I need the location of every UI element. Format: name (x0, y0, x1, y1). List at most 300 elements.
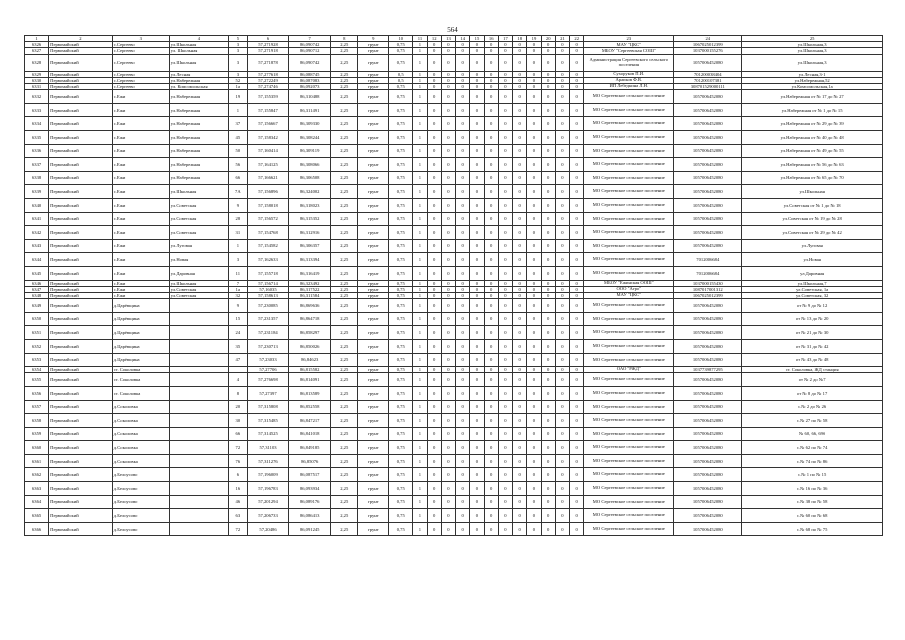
table-cell: 7А (229, 185, 248, 199)
table-cell: 1057006452080 (674, 158, 742, 172)
table-cell: 0,75 (389, 280, 413, 286)
table-cell: 24 (229, 326, 248, 340)
table-cell: 0 (513, 48, 527, 54)
table-cell: 0 (555, 286, 569, 292)
table-cell: 1 (413, 48, 427, 54)
table-cell: 1 (413, 482, 427, 496)
table-cell: 0 (513, 326, 527, 340)
table-cell: 0 (513, 286, 527, 292)
table-cell: 6355 (25, 373, 49, 387)
table-cell: грунт (358, 509, 389, 523)
table-cell: с.Ежи (112, 266, 169, 280)
table-cell: 6344 (25, 253, 49, 267)
table-cell (169, 495, 228, 509)
table-cell: 1 (413, 353, 427, 367)
table-cell: Первомайский (49, 353, 113, 367)
table-cell: 0 (484, 77, 498, 83)
table-cell: 0 (498, 48, 512, 54)
table-cell: 0 (541, 292, 555, 298)
table-cell: от № 31 до № 42 (742, 339, 883, 353)
table-cell: ст. Соколовка (112, 367, 169, 373)
table-cell: грунт (358, 185, 389, 199)
table-cell: 1057006452080 (674, 441, 742, 455)
table-cell: 86,324002 (289, 185, 331, 199)
table-cell: 1057006452080 (674, 468, 742, 482)
table-cell: 1037739877295 (674, 367, 742, 373)
table-cell: 0 (456, 441, 470, 455)
table-cell: 0 (484, 42, 498, 48)
table-cell (169, 400, 228, 414)
table-cell: 0 (484, 373, 498, 387)
table-cell: 86,85076 (289, 454, 331, 468)
table-cell: грунт (358, 522, 389, 536)
table-cell: 35 (229, 339, 248, 353)
table-cell: 0 (441, 441, 455, 455)
table-cell: 1 (413, 212, 427, 226)
table-cell: 0 (498, 185, 512, 199)
table-cell: 1 (413, 171, 427, 185)
table-cell: 0 (484, 326, 498, 340)
table-cell: 2,25 (331, 280, 358, 286)
table-cell: грунт (358, 171, 389, 185)
table-cell: 0 (570, 400, 584, 414)
table-cell: 86,091245 (289, 522, 331, 536)
table-cell: 1057006452080 (674, 509, 742, 523)
table-cell: 0 (498, 286, 512, 292)
table-cell: 6351 (25, 326, 49, 340)
table-cell: МО Сергеевское сельское поселение (584, 226, 674, 240)
column-header: 15 (470, 36, 484, 42)
table-cell: 0 (470, 54, 484, 71)
table-cell: д.Белоусово (112, 468, 169, 482)
table-cell: 2,25 (331, 226, 358, 240)
table-cell: 0 (484, 495, 498, 509)
table-row (25, 266, 883, 280)
table-cell: МО Сергеевское сельское поселение (584, 454, 674, 468)
table-cell: ул.Советская (169, 226, 228, 240)
table-cell: 0 (427, 509, 441, 523)
table-cell: 0 (498, 198, 512, 212)
table-cell: 0 (498, 373, 512, 387)
table-cell: 86,317522 (289, 286, 331, 292)
table-cell: 28 (229, 212, 248, 226)
table-cell: 2,25 (331, 84, 358, 90)
table-cell: 0 (570, 185, 584, 199)
table-cell: Первомайский (49, 509, 113, 523)
table-cell: 86,309119 (289, 144, 331, 158)
table-cell: 0 (527, 454, 541, 468)
table-cell: 0 (470, 468, 484, 482)
table-cell: 0 (470, 158, 484, 172)
table-cell: 0 (441, 42, 455, 48)
table-cell: с.Ежи (112, 117, 169, 131)
table-cell: ул.Школьная,7 (742, 280, 883, 286)
table-cell: 57,272249 (247, 77, 289, 83)
table-cell: 57,154768 (247, 226, 289, 240)
table-cell: 57,158613 (247, 292, 289, 298)
table-cell: 1 (413, 117, 427, 131)
table-cell: Первомайский (49, 266, 113, 280)
table-cell: 0 (570, 158, 584, 172)
table-cell: грунт (358, 386, 389, 400)
table-cell: 2,25 (331, 414, 358, 428)
table-cell: 0 (441, 414, 455, 428)
table-cell: 0 (441, 339, 455, 353)
table-cell: 6338 (25, 171, 49, 185)
table-cell: 0 (441, 373, 455, 387)
table-cell: 0 (570, 198, 584, 212)
table-cell: 0 (427, 280, 441, 286)
table-cell: грунт (358, 427, 389, 441)
table-cell: 0 (555, 373, 569, 387)
table-cell: д.Царёвщина (112, 326, 169, 340)
table-cell: 0 (527, 103, 541, 117)
table-row (25, 509, 883, 523)
table-cell: 0 (484, 482, 498, 496)
table-cell: МО Сергеевское сельское поселение (584, 103, 674, 117)
table-row (25, 299, 883, 313)
table-cell: 0,75 (389, 54, 413, 71)
table-cell: 0 (441, 239, 455, 253)
table-cell: 0 (484, 400, 498, 414)
table-cell (169, 441, 228, 455)
table-cell: 0 (541, 280, 555, 286)
table-cell: 0 (470, 522, 484, 536)
table-cell: 0,75 (389, 239, 413, 253)
table-cell: 57,158342 (247, 131, 289, 145)
table-cell: 0 (527, 373, 541, 387)
table-cell: 0 (498, 226, 512, 240)
table-cell: 0 (498, 171, 512, 185)
table-cell: 2,25 (331, 312, 358, 326)
table-cell: грунт (358, 117, 389, 131)
table-cell: 57,231184 (247, 326, 289, 340)
table-cell: ул.Набережная (169, 77, 228, 83)
table-cell: 57,274746 (247, 84, 289, 90)
table-cell (169, 339, 228, 353)
table-cell: 0 (456, 226, 470, 240)
table-cell: 0 (456, 103, 470, 117)
table-cell: 0 (555, 326, 569, 340)
table-cell: 0 (570, 312, 584, 326)
table-cell: 86,086413 (289, 509, 331, 523)
table-cell: 0 (441, 54, 455, 71)
table-cell: 0 (527, 326, 541, 340)
table-cell: ИП Лебедкина Л.Н. (584, 84, 674, 90)
table-cell: 2,25 (331, 353, 358, 367)
table-cell: № 60, 66, 69б (742, 427, 883, 441)
column-header: 6 (247, 36, 289, 42)
column-header: 17 (498, 36, 512, 42)
table-row (25, 253, 883, 267)
table-cell: 0 (470, 48, 484, 54)
table-cell: 0 (498, 144, 512, 158)
table-cell: Первомайский (49, 427, 113, 441)
table-cell: 0 (484, 84, 498, 90)
table-cell: 0 (541, 71, 555, 77)
table-row (25, 339, 883, 353)
table-cell: 2,25 (331, 400, 358, 414)
table-cell: 1057006452080 (674, 482, 742, 496)
table-cell: 0 (527, 71, 541, 77)
table-cell: 0 (570, 253, 584, 267)
column-header: 11 (413, 36, 427, 42)
table-cell: 1 (413, 286, 427, 292)
table-cell: 1067025012399 (674, 292, 742, 298)
table-cell: 0 (513, 312, 527, 326)
table-cell: 0,75 (389, 400, 413, 414)
table-cell: Первомайский (49, 171, 113, 185)
table-cell: 57,277618 (247, 71, 289, 77)
table-cell: 15 (229, 312, 248, 326)
table-cell: 0 (441, 326, 455, 340)
table-cell: 0 (484, 353, 498, 367)
table-cell: 66 (229, 171, 248, 185)
table-cell: 1057006452080 (674, 103, 742, 117)
table-cell: 1 (413, 312, 427, 326)
table-row (25, 495, 883, 509)
table-cell: 1057006452080 (674, 386, 742, 400)
table-cell: от № 9 до № 12 (742, 299, 883, 313)
table-cell: 701200107381 (674, 77, 742, 83)
table-row (25, 185, 883, 199)
table-cell: 0 (470, 71, 484, 77)
table-cell: 0 (456, 299, 470, 313)
table-cell: 0 (527, 280, 541, 286)
table-cell: 0 (541, 400, 555, 414)
table-cell: ул.Школьная (169, 185, 228, 199)
table-cell: МО Сергеевское сельское поселение (584, 386, 674, 400)
table-cell: 0 (498, 326, 512, 340)
table-cell: 0 (470, 226, 484, 240)
table-cell: 0 (484, 266, 498, 280)
table-cell: 0 (513, 509, 527, 523)
table-cell: МО Сергеевское сельское поселение (584, 239, 674, 253)
table-cell: 0 (570, 117, 584, 131)
table-cell: Первомайский (49, 54, 113, 71)
table-cell: 0 (498, 339, 512, 353)
table-cell: 6343 (25, 239, 49, 253)
table-cell: д.Соколовка (112, 400, 169, 414)
table-cell: 0 (570, 454, 584, 468)
table-cell: 0 (570, 353, 584, 367)
table-cell: д.Белоусово (112, 495, 169, 509)
table-cell: 0 (527, 367, 541, 373)
table-cell: 0 (484, 103, 498, 117)
table-cell: грунт (358, 367, 389, 373)
table-cell: 0 (427, 414, 441, 428)
table-cell: 86,087083 (289, 77, 331, 83)
table-cell: 0 (570, 427, 584, 441)
table-cell: 86,850026 (289, 339, 331, 353)
table-cell: ул.Набережная от № 29 до № 39 (742, 117, 883, 131)
table-cell: 0 (441, 144, 455, 158)
table-cell: 0 (498, 400, 512, 414)
table-cell: 0 (527, 266, 541, 280)
table-cell: 1 (413, 495, 427, 509)
table-cell: ул.Советская от № 1 до № 18 (742, 198, 883, 212)
column-header: 22 (570, 36, 584, 42)
table-cell: с.Ежи (112, 198, 169, 212)
table-cell: 0 (441, 495, 455, 509)
table-cell: 0 (441, 292, 455, 298)
table-cell: д.Царёвщина (112, 312, 169, 326)
table-cell: 0 (541, 77, 555, 83)
table-cell: 0 (427, 198, 441, 212)
table-cell: 0 (541, 339, 555, 353)
table-cell: 2,25 (331, 441, 358, 455)
table-cell: 0,75 (389, 482, 413, 496)
table-cell: 0 (541, 414, 555, 428)
table-cell: с.№ 16 по № 36 (742, 482, 883, 496)
table-cell: 0 (427, 171, 441, 185)
table-cell: 0 (456, 54, 470, 71)
table-cell: 1037000155276 (674, 48, 742, 54)
table-cell: 16 (229, 482, 248, 496)
table-cell: 2,25 (331, 454, 358, 468)
table-cell: 0 (498, 386, 512, 400)
table-cell: 0 (470, 253, 484, 267)
table-cell: 7012006684 (674, 253, 742, 267)
table-cell: 0 (441, 482, 455, 496)
table-cell: 0 (456, 353, 470, 367)
table-cell: 0 (555, 90, 569, 104)
table-cell: МО Сергеевское сельское поселение (584, 468, 674, 482)
table-cell: 57,31103 (247, 441, 289, 455)
table-cell: 0 (555, 42, 569, 48)
table-cell: МО Сергеевское сельское поселение (584, 495, 674, 509)
table-cell: 0 (513, 495, 527, 509)
table-cell: 0 (513, 90, 527, 104)
table-cell: МО Сергеевское сельское поселение (584, 441, 674, 455)
table-cell: 0 (541, 253, 555, 267)
table-cell: 6357 (25, 400, 49, 414)
table-cell: МО Сергеевское сельское поселение (584, 427, 674, 441)
table-cell: 0 (527, 482, 541, 496)
table-row (25, 117, 883, 131)
table-cell: 0 (570, 326, 584, 340)
table-cell: 2,25 (331, 54, 358, 71)
column-header: 2 (49, 36, 113, 42)
table-cell: 0 (427, 482, 441, 496)
table-cell: 0,75 (389, 326, 413, 340)
table-cell: 6342 (25, 226, 49, 240)
table-cell: 6365 (25, 509, 49, 523)
table-cell: 0 (527, 77, 541, 83)
table-cell: 0 (498, 495, 512, 509)
table-cell: 0 (555, 48, 569, 54)
table-cell: 0 (470, 312, 484, 326)
table-cell: 66 (229, 427, 248, 441)
table-cell: 2,25 (331, 77, 358, 83)
table-cell: 86,847217 (289, 414, 331, 428)
table-cell: 0 (555, 171, 569, 185)
table-cell: 2,25 (331, 144, 358, 158)
table-cell: 0 (456, 253, 470, 267)
table-cell: ул. Школьная (169, 48, 228, 54)
table-cell: 0 (527, 509, 541, 523)
table-cell: 0 (470, 400, 484, 414)
table-cell: 0 (498, 103, 512, 117)
table-cell: 32 (229, 292, 248, 298)
table-cell: 2,25 (331, 292, 358, 298)
table-row (25, 353, 883, 367)
table-cell: 57,206733 (247, 509, 289, 523)
table-cell: 86,093934 (289, 482, 331, 496)
table-cell: 1 (413, 71, 427, 77)
table-cell: 0 (456, 386, 470, 400)
table-cell: ул.Школьная (169, 42, 228, 48)
table-cell: 1а (229, 84, 248, 90)
table-cell: 0 (427, 54, 441, 71)
table-cell (169, 522, 228, 536)
table-cell: от № 2 до №7 (742, 373, 883, 387)
table-cell: 0 (527, 171, 541, 185)
table-cell: 45 (229, 131, 248, 145)
table-cell: грунт (358, 286, 389, 292)
table-cell: 0 (513, 400, 527, 414)
table-cell: 0 (498, 441, 512, 455)
table-cell: 8 (229, 386, 248, 400)
table-cell: 0 (513, 280, 527, 286)
table-cell: 6327 (25, 48, 49, 54)
table-cell: 6356 (25, 386, 49, 400)
table-cell: 0 (513, 373, 527, 387)
table-cell: 57,158018 (247, 198, 289, 212)
table-cell: грунт (358, 212, 389, 226)
table-cell: 0 (513, 144, 527, 158)
table-cell: 0 (427, 468, 441, 482)
table-cell: 0 (498, 468, 512, 482)
table-cell: 0 (513, 77, 527, 83)
table-cell: 0 (498, 71, 512, 77)
table-cell: 86,815582 (289, 367, 331, 373)
table-cell: 0 (456, 266, 470, 280)
table-cell: 0 (441, 299, 455, 313)
table-cell: ул.Набережная (169, 117, 228, 131)
table-cell: МБОУ "Ежинская ООШ" (584, 280, 674, 286)
table-cell: ул.Луговая (169, 239, 228, 253)
table-cell: 57,315485 (247, 414, 289, 428)
table-cell: 0 (427, 144, 441, 158)
table-cell: грунт (358, 71, 389, 77)
table-cell: 0 (456, 280, 470, 286)
table-row (25, 90, 883, 104)
table-cell: Первомайский (49, 144, 113, 158)
table-cell: ул.Набережная от № 56 до № 63 (742, 158, 883, 172)
table-cell (169, 454, 228, 468)
table-row (25, 103, 883, 117)
table-cell: ул.Советская (169, 286, 228, 292)
table-cell: 0 (513, 266, 527, 280)
table-cell: 0 (555, 212, 569, 226)
table-cell: 6339 (25, 185, 49, 199)
table-cell: 86,315352 (289, 212, 331, 226)
table-cell: 0 (513, 71, 527, 77)
table-cell: 0 (441, 158, 455, 172)
table-cell: Первомайский (49, 400, 113, 414)
table-cell: с.Ежи (112, 90, 169, 104)
table-cell: МО Сергеевское сельское поселение (584, 326, 674, 340)
table-cell: 6333 (25, 103, 49, 117)
table-cell: 1 (229, 239, 248, 253)
table-cell: 1 (413, 77, 427, 83)
table-cell: ул.Набережная от № 40 до № 48 (742, 131, 883, 145)
table-cell: 0 (541, 522, 555, 536)
table-cell: с.Сергеево (112, 84, 169, 90)
table-cell: 0 (527, 239, 541, 253)
table-cell: 86,311491 (289, 103, 331, 117)
